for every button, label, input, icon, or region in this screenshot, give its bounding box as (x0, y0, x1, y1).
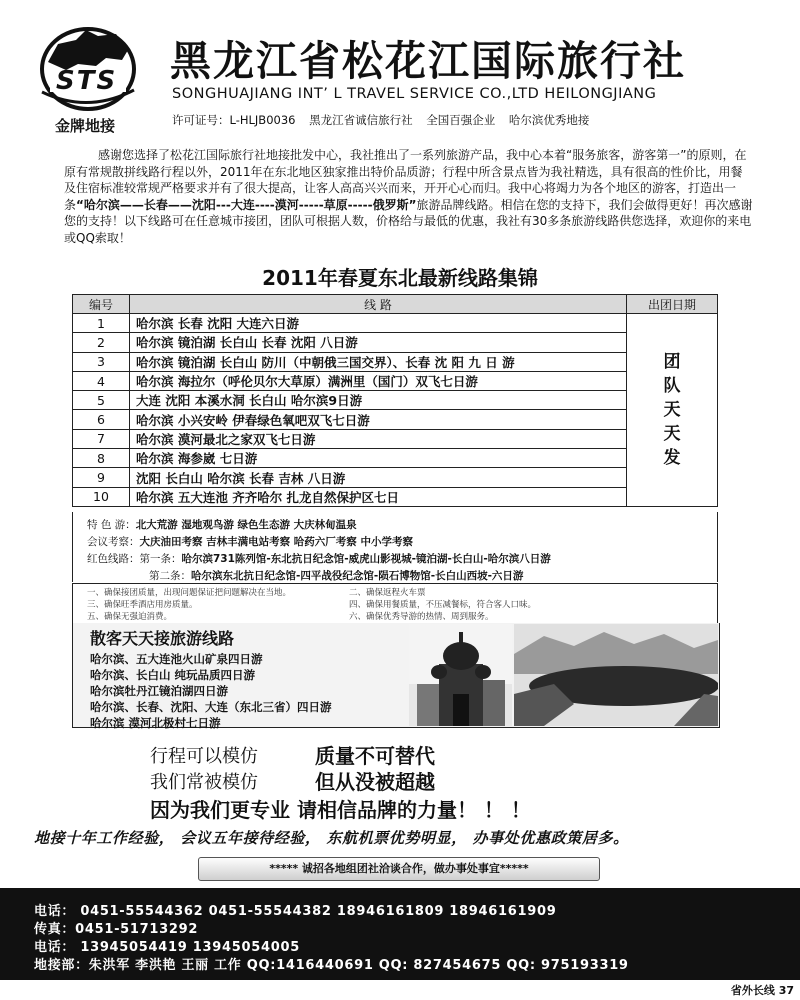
meeting-label: 会议考察： (87, 536, 140, 548)
schedule-char: 天 (663, 399, 681, 420)
contact-footer (0, 888, 800, 980)
special-tours-block (72, 512, 718, 582)
company-subtitle: SONGHUAJIANG INT’ L TRAVEL SERVICE CO.,LTD HEILONGJIANG (172, 86, 657, 102)
route-number: 5 (73, 391, 130, 410)
route-name: 哈尔滨 镜泊湖 长白山 长春 沈阳 八日游 (130, 333, 627, 352)
license-line: 许可证号：L-HLJB0036 黑龙江省诚信旅行社 全国百强企业 哈尔滨优秀地接 (172, 113, 590, 127)
red-route-1 (87, 551, 551, 566)
meeting-tours (87, 534, 413, 549)
route-name: 哈尔滨 海参崴 七日游 (130, 449, 627, 468)
daily-tours-title: 散客天天接旅游线路 (90, 629, 235, 648)
tianchi-lake-photo (514, 624, 718, 726)
header-departure: 出团日期 (627, 295, 718, 314)
guarantee-item: 一、确保接团质量，出现问题保证把问题解决在当地。 (87, 588, 292, 598)
fax-line: 传真：0451-51713292 (34, 922, 199, 937)
daily-tour-item: 哈尔滨、长白山 纯玩品质四日游 (90, 668, 256, 682)
logo-text: STS (56, 66, 118, 96)
slogan-imitated: 我们常被模仿 (150, 772, 258, 793)
meeting-value: 大庆油田考察 吉林丰满电站考察 哈药六厂考察 中小学考察 (139, 536, 413, 548)
route-name: 哈尔滨 镜泊湖 长白山 防川（中朝俄三国交界）、长春 沈 阳 九 日 游 (130, 352, 627, 371)
slogan-quality: 质量不可替代 (315, 744, 435, 768)
table-row (73, 410, 718, 429)
route-name: 哈尔滨 小兴安岭 伊春绿色氧吧双飞七日游 (130, 410, 627, 429)
daily-tour-item: 哈尔滨、五大连池火山矿泉四日游 (90, 652, 263, 666)
intro-paragraph (64, 147, 754, 246)
departure-schedule (627, 314, 718, 507)
logo-caption: 金牌地接 (55, 117, 116, 135)
route-name: 大连 沈阳 本溪水洞 长白山 哈尔滨9日游 (130, 391, 627, 410)
guarantee-item: 三、确保旺季酒店用房质量。 (87, 600, 198, 610)
service-guarantees (72, 583, 718, 625)
experience-line: 地接十年工作经验， 会议五年接待经验， 东航机票优势明显， 办事处优惠政策居多。 (34, 829, 629, 847)
route-number: 8 (73, 449, 130, 468)
route-name: 哈尔滨 海拉尔（呼伦贝尔大草原）满洲里（国门）双飞七日游 (130, 371, 627, 390)
route-number: 6 (73, 410, 130, 429)
route-number: 4 (73, 371, 130, 390)
route-name: 哈尔滨 五大连池 齐齐哈尔 扎龙自然保护区七日 (130, 487, 627, 506)
route-name: 哈尔滨 漠河最北之家双飞七日游 (130, 429, 627, 448)
intro-text-1: 感谢您选择了松花江国际旅行社地接批发中心，我社推出了一系列旅游产品，我中心本着“服务旅客，游客第一”的原则，在原有常规散拼线路行程以外，2011年在东北地区独家推出特价品质游；行程中所含景点皆为我社精选，具有很高的性价比，用餐及住宿标准较常规严格要求并有了很大提高，让客人高高兴兴而来，开开心心而归。我中心将竭力为各个地区的游客，打造出一条 (64, 148, 747, 212)
intro-highlight-route: “哈尔滨——长春——沈阳---大连----漠河-----草原-----俄罗斯” (76, 197, 417, 212)
table-row (73, 487, 718, 506)
slogan-brand: 因为我们更专业 请相信品牌的力量！ ！ ！ (150, 798, 531, 822)
slogan-imitate: 行程可以模仿 (150, 746, 258, 767)
schedule-char: 队 (663, 375, 681, 396)
table-row (73, 352, 718, 371)
guarantee-item: 四、确保用餐质量，不压减餐标，符合客人口味。 (349, 600, 537, 610)
red-route-label: 红色线路： (87, 553, 140, 565)
header-route: 线 路 (130, 295, 627, 314)
table-header-row (73, 295, 718, 314)
feature-value: 北大荒游 湿地观鸟游 绿色生态游 大庆林甸温泉 (135, 519, 357, 531)
table-row (73, 468, 718, 487)
routes-table (72, 294, 718, 507)
header-number: 编号 (73, 295, 130, 314)
route-number: 10 (73, 487, 130, 506)
company-logo (36, 22, 140, 116)
feature-tours (87, 517, 357, 532)
route-number: 1 (73, 314, 130, 333)
table-row (73, 449, 718, 468)
phone-line-2: 电话： 13945054419 13945054005 (34, 940, 300, 955)
route-number: 9 (73, 468, 130, 487)
table-row (73, 371, 718, 390)
table-row (73, 391, 718, 410)
red-route-2 (149, 568, 523, 583)
company-title: 黑龙江省松花江国际旅行社 (170, 37, 686, 85)
route-number: 7 (73, 429, 130, 448)
page-footer: 省外长线 37 (730, 984, 794, 997)
route-number: 3 (73, 352, 130, 371)
table-row (73, 314, 718, 333)
phone-line-1: 电话： 0451-55544362 0451-55544382 18946161809 18946161909 (34, 904, 557, 919)
schedule-char: 天 (663, 423, 681, 444)
guarantee-item: 六、确保优秀导游的热情、周到服务。 (349, 612, 494, 622)
daily-tour-item: 哈尔滨、长春、沈阳、大连（东北三省）四日游 (90, 700, 332, 714)
red-route-2-label: 第二条： (149, 570, 191, 582)
guarantee-item: 五、确保无强迫消费。 (87, 612, 173, 622)
schedule-char: 发 (663, 447, 681, 468)
route-name: 哈尔滨 长春 沈阳 大连六日游 (130, 314, 627, 333)
red-route-1-label: 第一条： (139, 553, 182, 565)
daily-tour-item: 哈尔滨牡丹江镜泊湖四日游 (90, 684, 228, 698)
slogan-never-surpassed: 但从没被超越 (315, 770, 435, 794)
feature-label: 特 色 游： (87, 519, 136, 531)
guarantee-item: 二、确保返程火车票 (349, 588, 426, 598)
staff-qq-line: 地接部：朱洪军 李洪艳 王丽 工作 QQ:1416440691 QQ: 827454675 QQ: 975193319 (34, 958, 629, 973)
table-row (73, 429, 718, 448)
section-title: 2011年春夏东北最新线路集锦 (262, 266, 538, 290)
schedule-char: 团 (663, 351, 681, 372)
partner-recruit-banner: ***** 诚招各地组团社洽谈合作，做办事处事宜***** (198, 857, 600, 881)
red-route-1-value: 哈尔滨731陈列馆-东北抗日纪念馆-威虎山影视城-镜泊湖-长白山-哈尔滨八日游 (181, 553, 551, 565)
cathedral-photo (409, 624, 512, 726)
daily-tour-item: 哈尔滨 漠河北极村七日游 (90, 716, 221, 730)
red-route-2-value: 哈尔滨东北抗日纪念馆-四平战役纪念馆-陨石博物馆-长白山西坡-六日游 (191, 570, 524, 582)
intro-text-2: 旅游品牌线路。相信在您的支持下，我们会做得更好！再次感谢您的支持！以下线路可在任意城市接团，团队可根据人数，价格给与最低的优惠，我社有30多条旅游线路供您选择，欢迎你的来电或QQ索取！ (64, 197, 753, 245)
route-number: 2 (73, 333, 130, 352)
route-name: 沈阳 长白山 哈尔滨 长春 吉林 八日游 (130, 468, 627, 487)
table-row (73, 333, 718, 352)
